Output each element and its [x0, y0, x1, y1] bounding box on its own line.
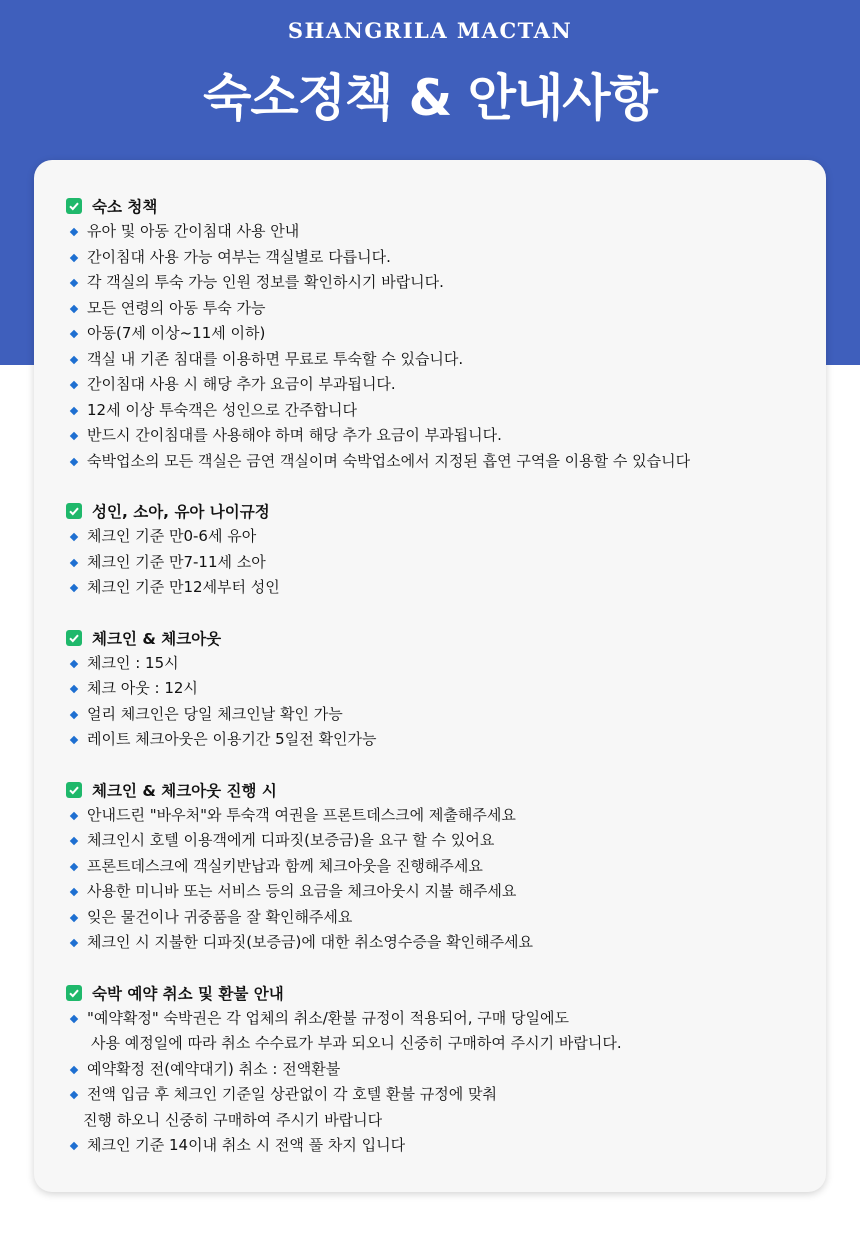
list-item-text: 유아 및 아동 간이침대 사용 안내	[87, 222, 300, 240]
list-item	[66, 524, 826, 550]
list-item-text: 체크인 : 15시	[87, 653, 179, 672]
diamond-bullet-icon	[70, 253, 78, 261]
diamond-bullet-icon	[70, 913, 78, 921]
section-property-policy	[66, 193, 826, 474]
diamond-bullet-icon	[70, 228, 78, 236]
section-heading	[66, 193, 826, 219]
diamond-bullet-icon	[70, 736, 78, 744]
section-heading	[66, 777, 826, 803]
list-item-continuation: 사용 예정일에 따라 취소 수수료가 부과 되오니 신중히 구매하여 주시기 바랍니다.	[91, 1034, 622, 1052]
list-item-text: 전액 입금 후 체크인 기준일 상관없이 각 호텔 환불 규정에 맞춰	[87, 1085, 497, 1103]
diamond-bullet-icon	[70, 939, 78, 947]
list-item	[66, 245, 826, 271]
list-item	[66, 423, 826, 449]
list-item	[66, 270, 826, 296]
list-item	[66, 930, 826, 956]
list-item	[66, 296, 826, 322]
list-item	[66, 372, 826, 398]
list-item-text: 체크 아웃 : 12시	[87, 679, 198, 697]
list-item	[66, 1133, 826, 1159]
section-list	[66, 651, 826, 753]
diamond-bullet-icon	[70, 304, 78, 312]
diamond-bullet-icon	[70, 558, 78, 566]
list-item	[66, 651, 826, 677]
section-heading-text: 체크인 & 체크아웃 진행 시	[92, 781, 277, 800]
diamond-bullet-icon	[70, 457, 78, 465]
diamond-bullet-icon	[70, 406, 78, 414]
list-item	[66, 828, 826, 854]
section-heading	[66, 980, 826, 1006]
list-item-text: 예약확정 전(예약대기) 취소 : 전액환불	[87, 1059, 341, 1078]
list-item-text: 얼리 체크인은 당일 체크인날 확인 가능	[87, 704, 343, 723]
section-heading-text: 숙소 청책	[92, 198, 158, 216]
check-box-icon	[66, 198, 82, 214]
list-item-text: 각 객실의 투숙 가능 인원 정보를 확인하시기 바랍니다.	[87, 273, 444, 291]
diamond-bullet-icon	[70, 279, 78, 287]
list-item-text: 12세 이상 투숙객은 성인으로 간주합니다	[87, 400, 358, 419]
list-item	[66, 347, 826, 373]
page-title: 숙소정책 & 안내사항	[203, 69, 657, 127]
list-item-text: 체크인 기준 만12세부터 성인	[87, 578, 280, 596]
list-item	[66, 575, 826, 601]
list-item-text: 잊은 물건이나 귀중품을 잘 확인해주세요	[87, 907, 353, 926]
list-item-continuation: 진행 하오니 신중히 구매하여 주시기 바랍니다	[83, 1110, 383, 1129]
section-list	[66, 1006, 826, 1159]
section-heading-text: 숙박 예약 취소 및 환불 안내	[92, 984, 284, 1003]
list-item	[66, 727, 826, 753]
list-item-text: 아동(7세 이상~11세 이하)	[87, 324, 266, 342]
list-item-text: 간이침대 사용 시 해당 추가 요금이 부과됩니다.	[87, 375, 396, 393]
section-heading	[66, 498, 826, 524]
diamond-bullet-icon	[70, 1065, 78, 1073]
diamond-bullet-icon	[70, 432, 78, 440]
section-cancellation-refund	[66, 980, 826, 1159]
list-item-text: 체크인 기준 만0-6세 유아	[87, 527, 257, 545]
diamond-bullet-icon	[70, 584, 78, 592]
diamond-bullet-icon	[70, 710, 78, 718]
list-item	[66, 1057, 826, 1083]
list-item-text: 객실 내 기존 침대를 이용하면 무료로 투숙할 수 있습니다.	[87, 349, 464, 368]
list-item	[66, 219, 826, 245]
section-checkin-checkout-process	[66, 777, 826, 956]
list-item-text: 체크인 시 지불한 디파짓(보증금)에 대한 취소영수증을 확인해주세요	[87, 933, 534, 951]
list-item	[66, 321, 826, 347]
policy-card	[34, 160, 826, 1192]
brand-name: SHANGRILA MACTAN	[287, 18, 573, 43]
list-item-text: 반드시 간이침대를 사용해야 하며 해당 추가 요금이 부과됩니다.	[87, 426, 502, 444]
list-item-text: 체크인 기준 만7-11세 소아	[87, 552, 266, 571]
check-box-icon	[66, 630, 82, 646]
list-item-text: 사용한 미니바 또는 서비스 등의 요금을 체크아웃시 지불 해주세요	[87, 882, 517, 900]
diamond-bullet-icon	[70, 862, 78, 870]
diamond-bullet-icon	[70, 811, 78, 819]
diamond-bullet-icon	[70, 659, 78, 667]
list-item	[66, 803, 826, 829]
list-item-text: 레이트 체크아웃은 이용기간 5일전 확인가능	[87, 730, 377, 748]
list-item-text: 간이침대 사용 가능 여부는 객실별로 다릅니다.	[87, 247, 391, 266]
list-item	[66, 550, 826, 576]
list-item	[66, 702, 826, 728]
list-item	[66, 1006, 826, 1057]
list-item	[66, 879, 826, 905]
list-item	[66, 1082, 826, 1133]
diamond-bullet-icon	[70, 381, 78, 389]
section-heading-text: 성인, 소아, 유아 나이규정	[92, 503, 270, 521]
diamond-bullet-icon	[70, 1014, 78, 1022]
section-list	[66, 803, 826, 956]
diamond-bullet-icon	[70, 1091, 78, 1099]
list-item-text: 체크인시 호텔 이용객에게 디파짓(보증금)을 요구 할 수 있어요	[87, 831, 495, 849]
section-checkin-checkout	[66, 625, 826, 753]
section-heading	[66, 625, 826, 651]
section-age-rules	[66, 498, 826, 601]
list-item	[66, 905, 826, 931]
list-item-text: "예약확정" 숙박권은 각 업체의 취소/환불 규정이 적용되어, 구매 당일에도	[87, 1008, 569, 1027]
list-item	[66, 676, 826, 702]
diamond-bullet-icon	[70, 533, 78, 541]
diamond-bullet-icon	[70, 685, 78, 693]
list-item	[66, 854, 826, 880]
diamond-bullet-icon	[70, 330, 78, 338]
diamond-bullet-icon	[70, 837, 78, 845]
list-item	[66, 398, 826, 424]
list-item-text: 모든 연령의 아동 투숙 가능	[87, 298, 266, 317]
check-box-icon	[66, 782, 82, 798]
list-item-text: 체크인 기준 14이내 취소 시 전액 풀 차지 입니다	[87, 1136, 406, 1154]
list-item-text: 숙박업소의 모든 객실은 금연 객실이며 숙박업소에서 지정된 흡연 구역을 이용할 수 있습니다	[87, 451, 691, 470]
diamond-bullet-icon	[70, 1142, 78, 1150]
list-item	[66, 449, 826, 475]
section-list	[66, 219, 826, 474]
check-box-icon	[66, 503, 82, 519]
diamond-bullet-icon	[70, 888, 78, 896]
list-item-text: 안내드린 "바우처"와 투숙객 여권을 프론트데스크에 제출해주세요	[87, 805, 516, 824]
section-list	[66, 524, 826, 601]
check-box-icon	[66, 985, 82, 1001]
list-item-text: 프론트데스크에 객실키반납과 함께 체크아웃을 진행해주세요	[87, 856, 483, 875]
section-heading-text: 체크인 & 체크아웃	[92, 629, 222, 648]
diamond-bullet-icon	[70, 355, 78, 363]
